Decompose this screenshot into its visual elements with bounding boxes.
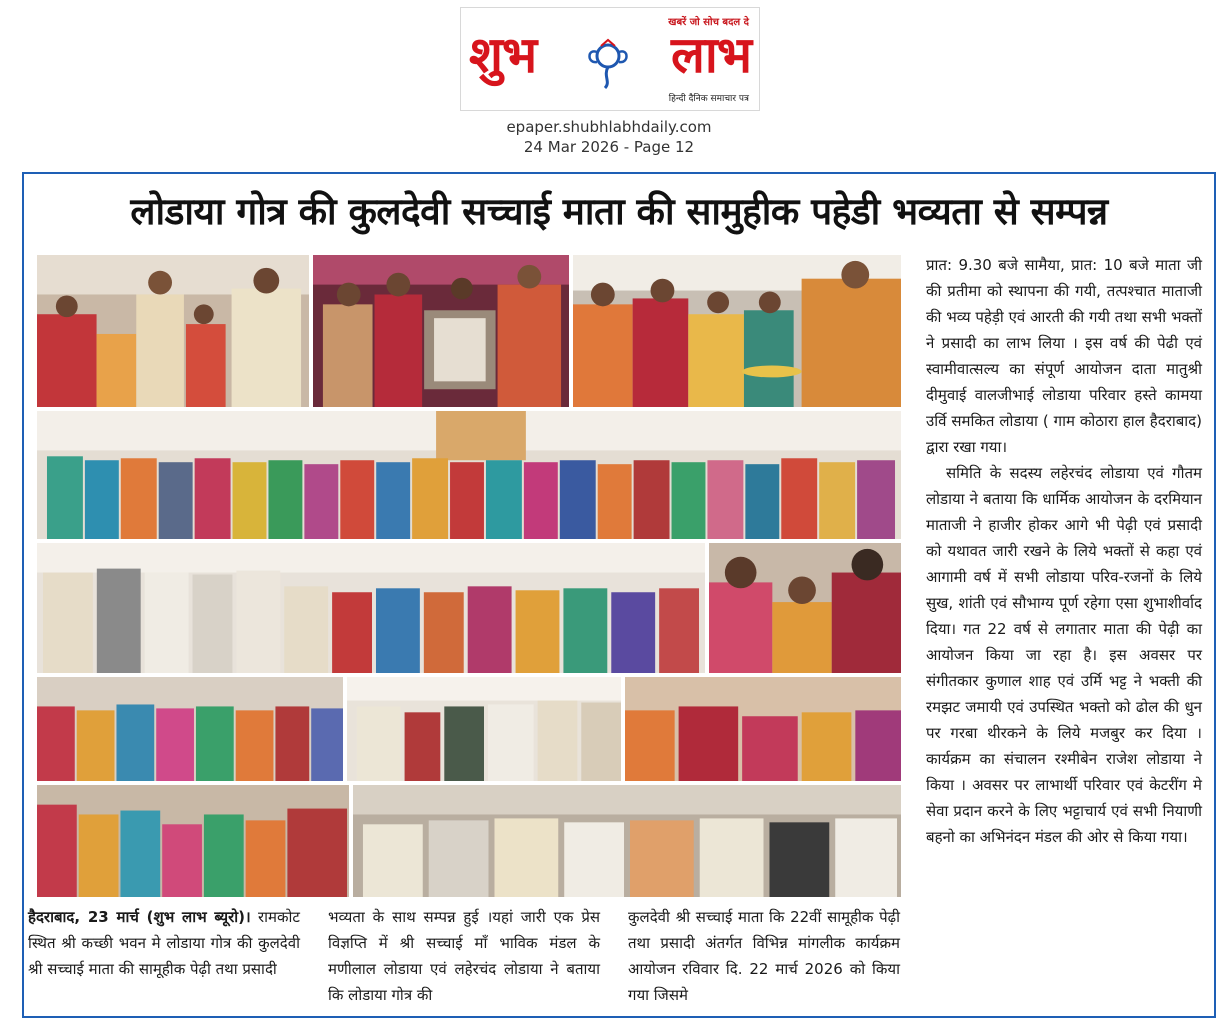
news-clipping (22, 172, 1216, 1018)
edition-date-page: 24 Mar 2026 - Page 12 (523, 138, 695, 156)
masthead-tagline: खबरें जो सोच बदल दे (668, 17, 749, 28)
article-dateline: हैदराबाद, 23 मार्च (शुभ लाभ ब्यूरो)। (28, 908, 251, 926)
epaper-url: epaper.shubhlabhdaily.com (506, 118, 712, 136)
article-column-2 (328, 904, 600, 1008)
logo-word-labh: लाभ (671, 26, 751, 84)
photo-row4-right (624, 676, 902, 782)
column-1-text: रामकोट स्थित श्री कच्छी भवन मे लोडाया गोत्र की कुलदेवी श्री सच्चाई माता की सामूहीक पेढ़ी तथा प्रसादी (28, 908, 300, 978)
photo-row2-group (36, 410, 902, 540)
logo-word-shubh: शुभ (469, 26, 537, 84)
newspaper-masthead (460, 7, 760, 111)
photo-collage (36, 254, 902, 900)
column-3-text: कुलदेवी श्री सच्चाई माता कि 22वीं सामूहीक पेढ़ी तथा प्रसादी अंतर्गत विभिन्न मांगलीक कार्यक्रम आयोजन रविवार दि. 22 मार्च 2026 को किया गया जिसमे (628, 908, 900, 1004)
photo-row3-left (36, 542, 706, 674)
article-column-1 (28, 904, 300, 982)
masthead-subtitle: हिन्दी दैनिक समाचार पत्र (668, 94, 749, 104)
right-column-paragraph-2: समिति के सदस्य लहेरचंद लोडाया एवं गौतम लोडाया ने बताया कि धार्मिक आयोजन के दरमियान माताजी ने हाजीर होकर आगे भी पेढ़ी एवं प्रसादी को यथावत जारी रखने के लिये भक्तों से कहा एवं आगामी वर्ष में सभी लोडाया परिव-रजनों के लिये सुख, शांती एवं सौभाग्य पूर्ण रहेगा एसा शुभाशीर्वाद दिया। गत 22 वर्ष से लगातार माता की पेढ़ी का आयोजन किया जा रहा है। इस अवसर पर संगीतकार कुणाल शाह एवं उर्मि भट्ट ने भक्ती की रमझट जमायी एवं उपस्थित भक्तो को ढोल की धुन पर गरबा थीरकने के लिये मजबुर कर दिया ।कार्यक्रम का संचालन रश्मीबेन राजेश लोडाया ने किया । अवसर पर लाभार्थी परिवार एवं केटरींग मे सेवा प्रदान करने के लिए भट्टाचार्य एवं सभी नियाणी बहनो का अभिनंदन मंडल की ओर से किया गया। (926, 464, 1202, 846)
column-2-text: भव्यता के साथ सम्पन्न हुई ।यहां जारी एक प्रेस विज्ञप्ति में श्री सच्चाई माँ भाविक मंडल के मणीलाल लोडाया एवं लहेरचंद लोडाया ने बताया कि लोडाया गोत्र की (328, 908, 600, 1004)
article-right-column (926, 252, 1202, 850)
article-headline: लोडाया गोत्र की कुलदेवी सच्चाई माता की सामुहीक पहेडी भव्यता से सम्पन्न (130, 190, 1108, 233)
photo-row4-middle (346, 676, 622, 782)
right-column-paragraph-1: प्रात: 9.30 बजे सामैया, प्रात: 10 बजे माता जी की प्रतीमा को स्थापना की गयी, तत्पश्चात माताजी की भव्य पहेड़ी एवं आरती की गयी तथा सभी भक्तों ने प्रसादी का लाभ लिया । इस वर्ष की पेढी एवं स्वामीवात्सल्य का संपूर्ण आयोजन दाता मातुश्री दीमुवाई वालजीभाई लोडाया परिवार हस्ते कामया उर्वि समकित लोडाया ( गाम कोठारा हाल हैदराबाद) द्वारा रखा गया। (926, 256, 1202, 456)
ganesha-emblem-icon (581, 38, 635, 90)
photo-row5-right (352, 784, 902, 898)
photo-row1-right (572, 254, 902, 408)
article-column-3 (628, 904, 900, 1008)
photo-row1-left (36, 254, 310, 408)
photo-row4-left (36, 676, 344, 782)
photo-row1-middle (312, 254, 570, 408)
photo-row5-left (36, 784, 350, 898)
photo-row3-right (708, 542, 902, 674)
